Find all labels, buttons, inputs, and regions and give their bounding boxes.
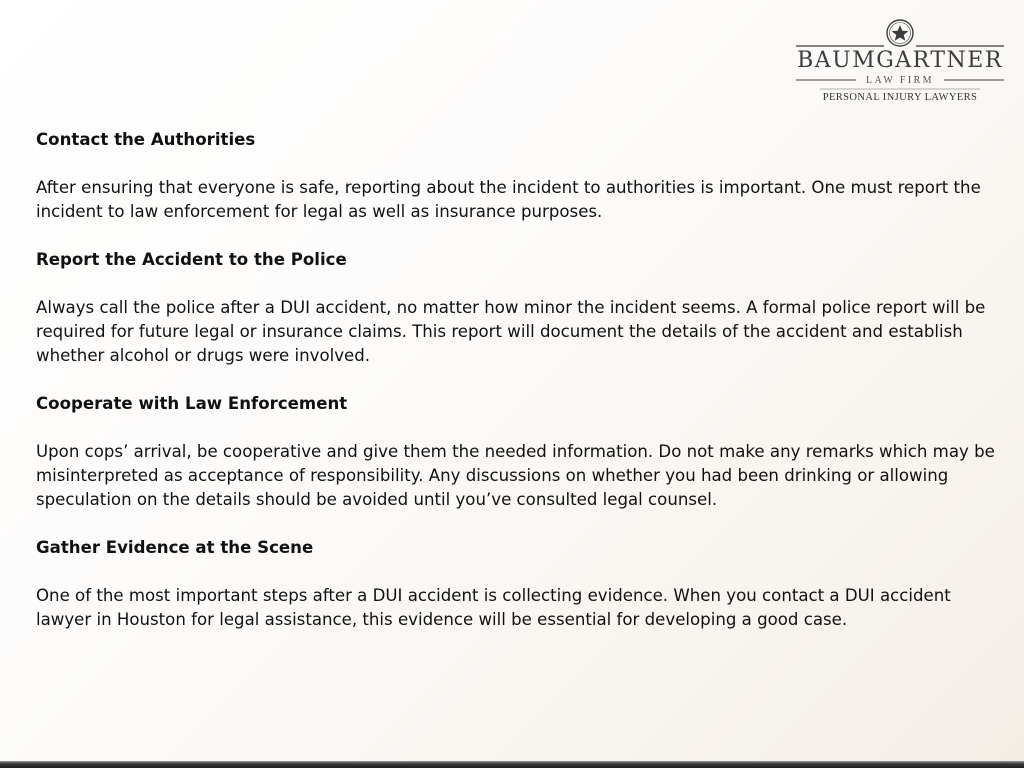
section-body: Always call the police after a DUI accident, no matter how minor the incident seems. A formal police report will be required for future legal or insurance claims. This report will document the details of the accident and establish whether alcohol or drugs were involved. xyxy=(36,298,986,365)
logo-subtitle: LAW FIRM xyxy=(866,75,934,86)
logo-name: BAUMGARTNER xyxy=(797,48,1003,73)
section-body: After ensuring that everyone is safe, reporting about the incident to authorities is important. One must report the incident to law enforcement for legal as well as insurance purposes. xyxy=(36,178,981,221)
section-cooperate-law-enforcement xyxy=(36,392,1006,512)
section-gather-evidence xyxy=(36,536,1006,632)
bottom-border-bar xyxy=(0,761,1024,768)
section-heading: Report the Accident to the Police xyxy=(36,250,347,269)
section-body: Upon cops’ arrival, be cooperative and give them the needed information. Do not make any remarks which may be misinterpreted as acceptance of responsibility. Any discussions on whether you had been drinking or allowing speculation on the details should be avoided until you’ve consulted legal counsel. xyxy=(36,442,995,509)
section-heading: Contact the Authorities xyxy=(36,130,256,149)
section-heading: Gather Evidence at the Scene xyxy=(36,538,314,557)
article-content xyxy=(36,128,1006,656)
logo-tagline: PERSONAL INJURY LAWYERS xyxy=(822,92,978,103)
star-seal-icon xyxy=(887,20,913,46)
section-heading: Cooperate with Law Enforcement xyxy=(36,394,348,413)
section-contact-authorities xyxy=(36,128,1006,224)
section-report-police xyxy=(36,248,1006,368)
firm-logo xyxy=(790,16,1010,108)
section-body: One of the most important steps after a DUI accident is collecting evidence. When you contact a DUI accident lawyer in Houston for legal assistance, this evidence will be essential for developing a good case. xyxy=(36,586,951,629)
